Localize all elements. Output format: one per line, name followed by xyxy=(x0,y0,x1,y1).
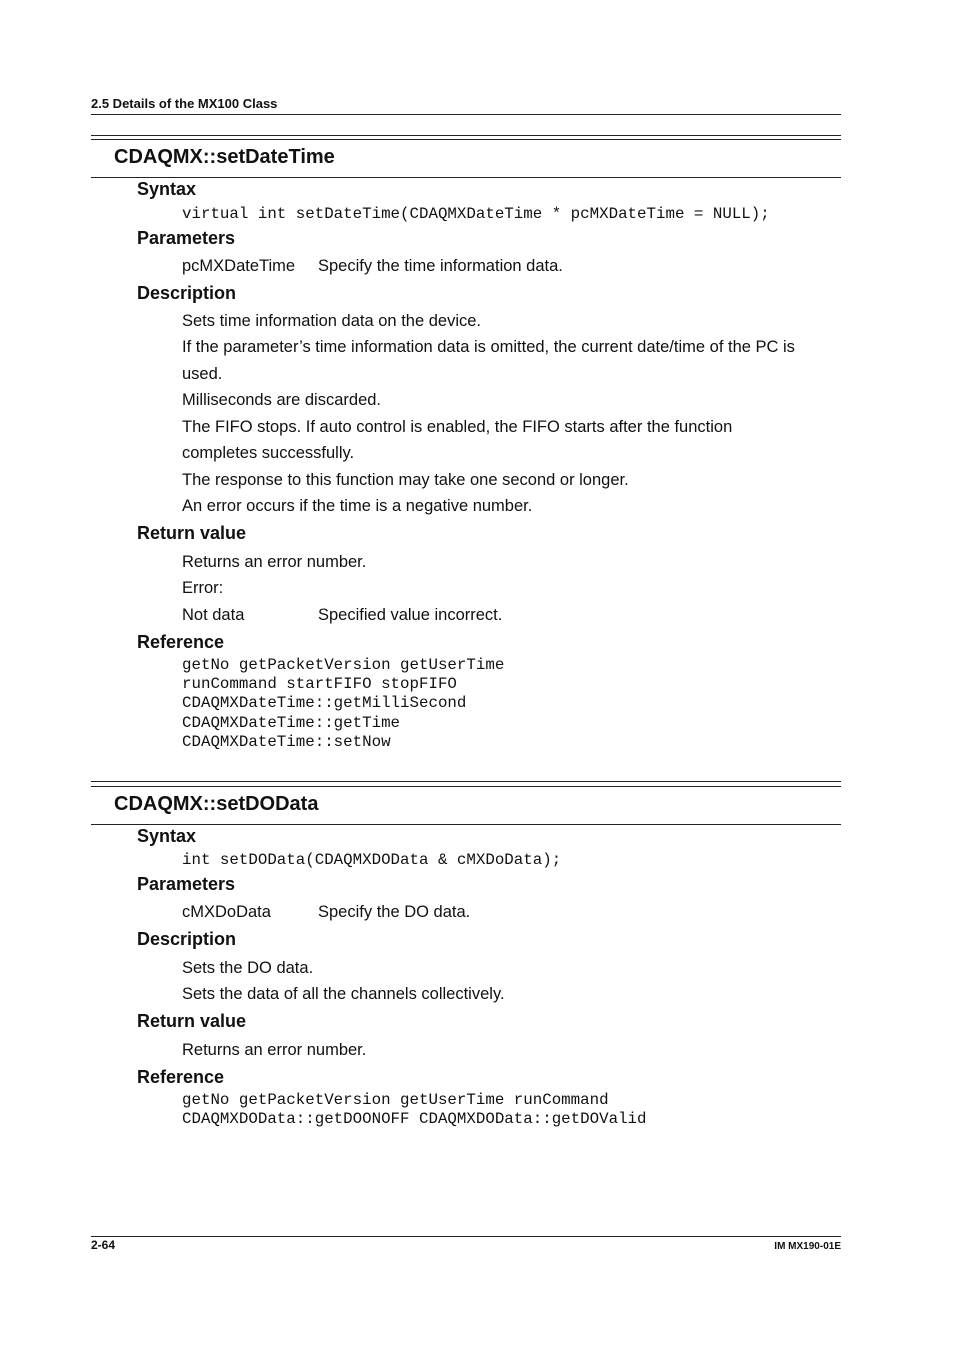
parameter-description: Specify the time information data. xyxy=(318,257,563,275)
return-value-heading: Return value xyxy=(137,1011,247,1031)
reference-item: CDAQMXDOData::getDOONOFF CDAQMXDOData::getDOValid xyxy=(182,1110,647,1129)
description-line: If the parameter’s time information data is omitted, the current date/time of the PC is xyxy=(182,338,795,356)
description-line: Sets time information data on the device. xyxy=(182,312,481,330)
syntax-code: virtual int setDateTime(CDAQMXDateTime * pcMXDateTime = NULL); xyxy=(182,205,770,223)
header-rule xyxy=(91,114,841,115)
description-line: Milliseconds are discarded. xyxy=(182,391,382,409)
parameter-description: Specify the DO data. xyxy=(318,903,471,921)
section-title: CDAQMX::setDateTime xyxy=(114,146,335,168)
description-line: Sets the DO data. xyxy=(182,959,314,977)
section-rule-top xyxy=(91,135,841,136)
parameters-heading: Parameters xyxy=(137,874,236,894)
description-line: used. xyxy=(182,365,223,383)
section-title: CDAQMX::setDOData xyxy=(114,793,319,815)
error-description: Specified value incorrect. xyxy=(318,606,503,624)
reference-item: runCommand startFIFO stopFIFO xyxy=(182,675,457,694)
running-header: 2.5 Details of the MX100 Class xyxy=(91,96,278,111)
parameter-name: pcMXDateTime xyxy=(182,257,296,275)
syntax-heading: Syntax xyxy=(137,179,197,199)
reference-item: CDAQMXDateTime::getMilliSecond xyxy=(182,694,467,713)
syntax-code: int setDOData(CDAQMXDOData & cMXDoData); xyxy=(182,851,562,869)
section-title-rule xyxy=(91,824,841,825)
parameter-name: cMXDoData xyxy=(182,903,271,921)
description-line: The FIFO stops. If auto control is enabled, the FIFO starts after the function xyxy=(182,418,733,436)
section-title-rule xyxy=(91,177,841,178)
description-line: An error occurs if the time is a negative number. xyxy=(182,497,533,515)
description-line: The response to this function may take one second or longer. xyxy=(182,471,629,489)
error-label: Error: xyxy=(182,579,224,597)
reference-item: getNo getPacketVersion getUserTime xyxy=(182,656,505,674)
reference-list xyxy=(182,656,504,752)
parameters-heading: Parameters xyxy=(137,228,236,248)
footer-rule xyxy=(91,1236,841,1237)
reference-heading: Reference xyxy=(137,632,225,652)
description-heading: Description xyxy=(137,929,237,949)
document-id: IM MX190-01E xyxy=(774,1241,841,1252)
reference-item: CDAQMXDateTime::setNow xyxy=(182,732,391,751)
reference-heading: Reference xyxy=(137,1067,225,1087)
description-heading: Description xyxy=(137,283,237,303)
reference-list xyxy=(182,1091,647,1129)
syntax-heading: Syntax xyxy=(137,826,197,846)
return-value-heading: Return value xyxy=(137,523,247,543)
section-rule-top-2 xyxy=(91,786,841,787)
reference-item: CDAQMXDateTime::getTime xyxy=(182,713,401,732)
reference-item: getNo getPacketVersion getUserTime runCommand xyxy=(182,1091,609,1109)
section-rule-top xyxy=(91,781,841,782)
description-line: completes successfully. xyxy=(182,444,355,462)
error-name: Not data xyxy=(182,606,245,624)
return-value-text: Returns an error number. xyxy=(182,553,367,571)
section-rule-top-2 xyxy=(91,139,841,140)
page-number: 2-64 xyxy=(91,1238,116,1252)
return-value-text: Returns an error number. xyxy=(182,1041,367,1059)
description-line: Sets the data of all the channels collectively. xyxy=(182,985,505,1003)
